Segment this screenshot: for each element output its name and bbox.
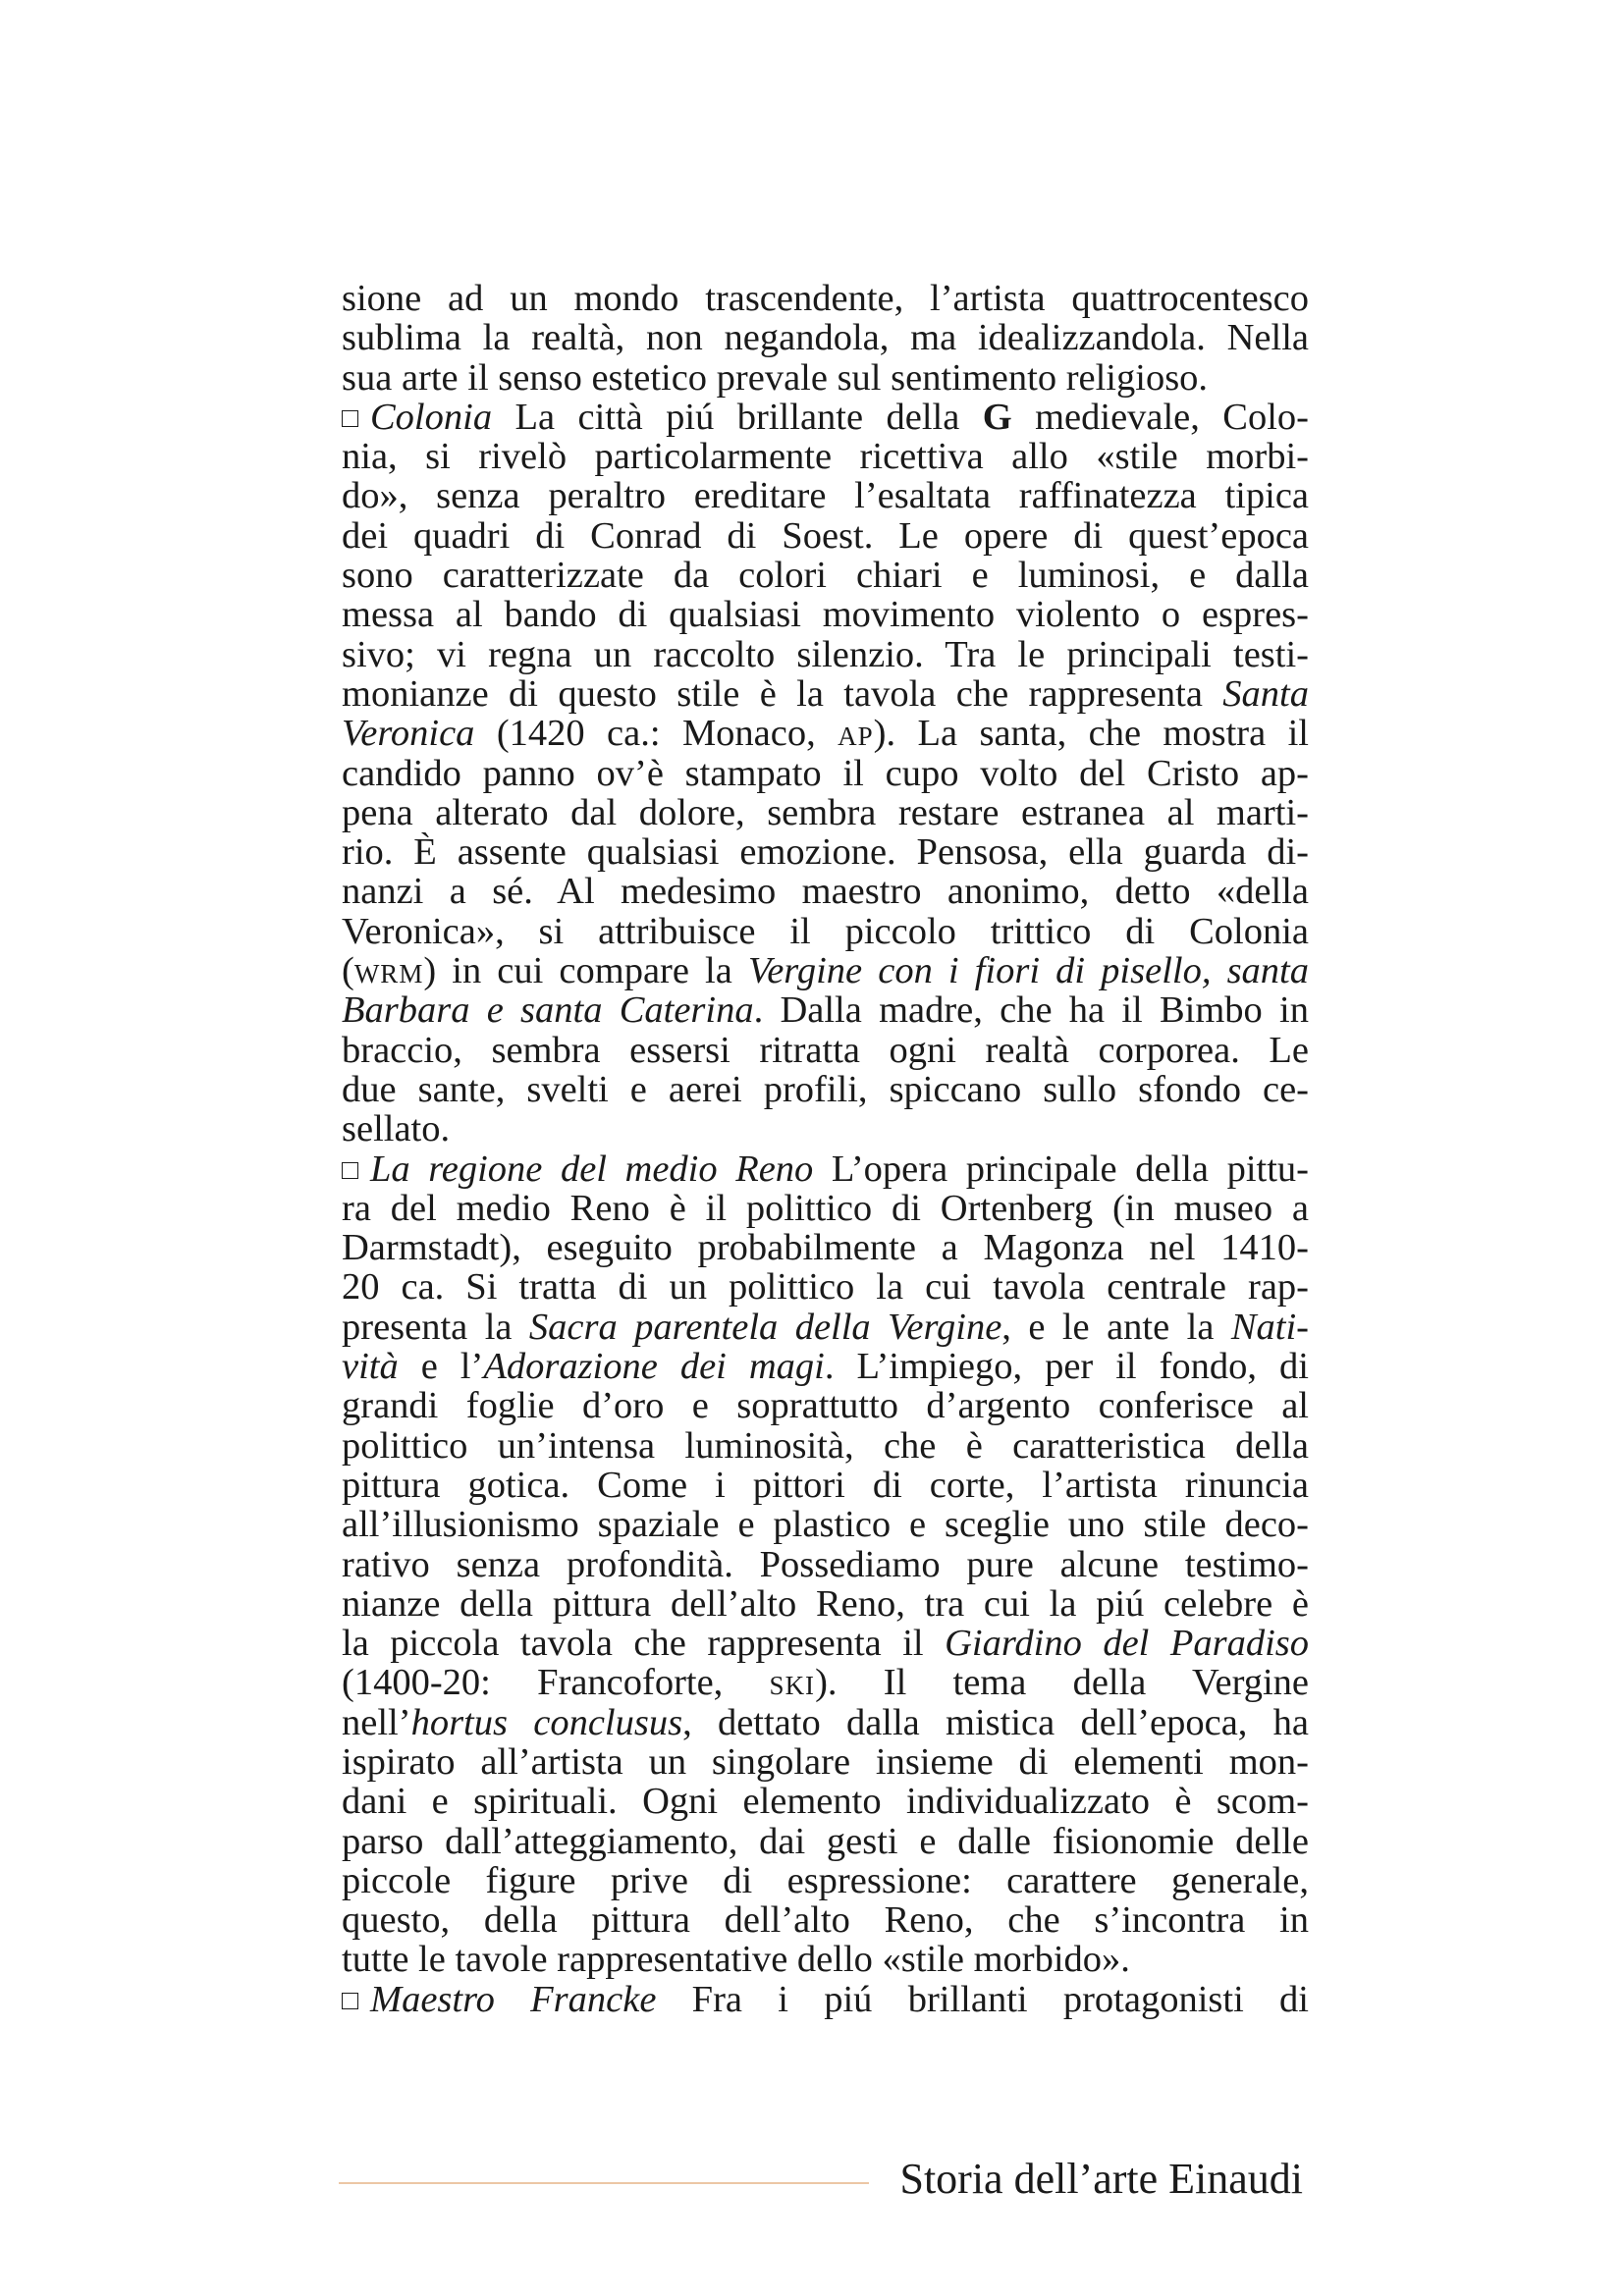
text-line (342, 1545, 1309, 1584)
text-line (342, 714, 1309, 753)
section-marker-icon (342, 410, 358, 427)
footer-title: Storia dell’arte Einaudi (899, 2155, 1303, 2203)
text-line (342, 674, 1309, 714)
text-line (342, 1347, 1309, 1386)
text-line (342, 793, 1309, 832)
text-line (342, 595, 1309, 634)
text-segment: rio. È assente qualsiasi emozione. Pensosa, ella guarda di- (342, 832, 1309, 873)
text-segment: sua arte il senso estetico prevale sul sentimento religioso. (342, 357, 1209, 398)
text-line (342, 1900, 1309, 1940)
text-line (342, 476, 1309, 515)
text-segment: all’illusionismo spaziale e plastico e sceglie uno stile deco- (342, 1505, 1309, 1545)
text-line (342, 1703, 1309, 1742)
text-segment: sione ad un mondo trascendente, l’artista quattrocentesco (342, 279, 1309, 319)
italic-text: Santa (1222, 673, 1309, 715)
text-segment: , dettato dalla mistica dell’epoca, ha (682, 1702, 1309, 1742)
text-line (342, 1742, 1309, 1782)
text-segment: pena alterato dal dolore, sembra restare estranea al marti- (342, 792, 1309, 833)
italic-text: Giardino del Paradiso (945, 1624, 1309, 1664)
small-caps-text: WRM (353, 959, 424, 989)
text-segment: do», senza peraltro ereditare l’esaltata raffinatezza tipica (342, 476, 1309, 516)
text-line (342, 1149, 1309, 1189)
text-segment: La città piú brillante della (492, 397, 983, 438)
text-segment: , e le ante la (1001, 1307, 1231, 1348)
text-line (342, 1308, 1309, 1347)
text-segment: ispirato all’artista un singolare insieme di elementi mon- (342, 1741, 1309, 1783)
text-line (342, 358, 1309, 398)
text-segment: pittura gotica. Come i pittori di corte, l’artista rinuncia (342, 1465, 1309, 1506)
text-line (342, 1505, 1309, 1544)
text-line (342, 1070, 1309, 1109)
text-line (342, 1782, 1309, 1821)
text-segment: braccio, sembra essersi ritratta ogni realtà corporea. Le (342, 1030, 1309, 1070)
text-line (342, 872, 1309, 911)
italic-text: Maestro Francke (370, 1979, 657, 2020)
text-segment: presenta la (342, 1307, 529, 1348)
text-line (342, 951, 1309, 990)
text-line (342, 1189, 1309, 1228)
text-segment: . L’impiego, per il fondo, di (824, 1347, 1309, 1387)
text-segment: candido panno ov’è stampato il cupo volto del Cristo ap- (342, 753, 1309, 793)
section-marker-icon (342, 1162, 358, 1179)
text-segment: sivo; vi regna un raccolto silenzio. Tra le principali testi- (342, 634, 1309, 674)
main-text-column (342, 279, 1309, 2019)
text-line (342, 279, 1309, 318)
italic-text: Sacra parentela della Vergine (528, 1307, 1002, 1348)
small-caps-text: SKI (769, 1671, 816, 1701)
italic-text: Colonia (370, 397, 493, 438)
text-segment: medievale, Colo- (1011, 397, 1309, 438)
text-segment: la piccola tavola che rappresenta il (342, 1624, 946, 1664)
text-segment: sublima la realtà, non negandola, ma idealizzandola. Nella (342, 318, 1309, 358)
text-line (342, 516, 1309, 556)
text-line (342, 912, 1309, 951)
text-segment: ). Il tema della Vergine (815, 1663, 1309, 1703)
text-line (342, 1940, 1309, 1979)
text-line (342, 1861, 1309, 1900)
text-segment: (1400-20: Francoforte, (342, 1663, 770, 1703)
text-line (342, 1426, 1309, 1466)
text-segment: sellato. (342, 1109, 451, 1149)
text-line (342, 832, 1309, 872)
text-segment: dani e spirituali. Ogni elemento individualizzato è scom- (342, 1782, 1309, 1822)
text-line (342, 1267, 1309, 1307)
text-line (342, 1663, 1309, 1702)
text-segment: rativo senza profondità. Possediamo pure alcune testimo- (342, 1544, 1309, 1584)
italic-text: Nati- (1230, 1307, 1309, 1348)
text-segment: . Dalla madre, che ha il Bimbo in (753, 990, 1309, 1031)
footer-divider (339, 2182, 869, 2184)
text-segment: due sante, svelti e aerei profili, spiccano sullo sfondo ce- (342, 1069, 1309, 1110)
text-segment: nia, si rivelò particolarmente ricettiva allo «stile morbi- (342, 437, 1309, 477)
italic-text: La regione del medio Reno (370, 1148, 814, 1189)
text-segment: tutte le tavole rappresentative dello «stile morbido». (342, 1940, 1130, 1980)
text-line (342, 1980, 1309, 2019)
text-line (342, 1624, 1309, 1663)
text-line (342, 1228, 1309, 1267)
text-segment: Veronica», si attribuisce il piccolo trittico di Colonia (342, 911, 1309, 952)
text-line (342, 1466, 1309, 1505)
text-segment: parso dall’atteggiamento, dai gesti e dalle fisionomie delle (342, 1821, 1309, 1861)
text-line (342, 1386, 1309, 1425)
text-line (342, 1584, 1309, 1624)
text-line (342, 556, 1309, 595)
text-line (342, 398, 1309, 437)
text-segment: ( (342, 951, 354, 991)
text-segment: nianze della pittura dell’alto Reno, tra cui la piú celebre è (342, 1583, 1309, 1625)
text-segment: Darmstadt), eseguito probabilmente a Magonza nel 1410- (342, 1228, 1309, 1268)
bold-text: G (982, 397, 1012, 438)
italic-text: Veronica (342, 714, 475, 754)
text-line (342, 990, 1309, 1030)
italic-text: Vergine con i fiori di pisello, santa (747, 951, 1309, 991)
text-segment: L’opera principale della pittu- (813, 1148, 1309, 1189)
text-segment: nell’ (342, 1702, 411, 1742)
text-segment: piccole figure prive di espressione: carattere generale, (342, 1860, 1309, 1901)
text-line (342, 1031, 1309, 1070)
text-segment: ). La santa, che mostra il (873, 714, 1309, 754)
text-segment: polittico un’intensa luminosità, che è caratteristica della (342, 1425, 1309, 1466)
text-line (342, 1822, 1309, 1861)
text-line (342, 318, 1309, 357)
italic-text: Barbara e santa Caterina (342, 990, 754, 1031)
italic-text: vità (342, 1347, 399, 1387)
text-segment: (1420 ca.: Monaco, (474, 714, 839, 754)
text-segment: ) in cui compare la (423, 951, 748, 991)
text-segment: e l’ (398, 1347, 484, 1387)
text-segment: questo, della pittura dell’alto Reno, che s’incontra in (342, 1900, 1309, 1941)
italic-text: hortus conclusus (410, 1702, 683, 1742)
italic-text: Adorazione dei magi (483, 1347, 825, 1387)
text-segment: ra del medio Reno è il polittico di Ortenberg (in museo a (342, 1188, 1309, 1229)
text-segment: grandi foglie d’oro e soprattutto d’argento conferisce al (342, 1386, 1309, 1426)
text-segment: 20 ca. Si tratta di un polittico la cui tavola centrale rap- (342, 1267, 1309, 1308)
text-line (342, 1109, 1309, 1148)
small-caps-text: AP (838, 721, 874, 752)
text-line (342, 635, 1309, 674)
text-line (342, 754, 1309, 793)
text-segment: dei quadri di Conrad di Soest. Le opere di quest’epoca (342, 515, 1309, 557)
text-line (342, 437, 1309, 476)
text-segment: monianze di questo stile è la tavola che rappresenta (342, 673, 1223, 715)
text-segment: nanzi a sé. Al medesimo maestro anonimo, detto «della (342, 872, 1309, 912)
text-segment: messa al bando di qualsiasi movimento violento o espres- (342, 595, 1309, 635)
section-marker-icon (342, 1993, 358, 2009)
text-segment: Fra i piú brillanti protagonisti di (656, 1979, 1309, 2020)
text-segment: sono caratterizzate da colori chiari e luminosi, e dalla (342, 556, 1309, 596)
